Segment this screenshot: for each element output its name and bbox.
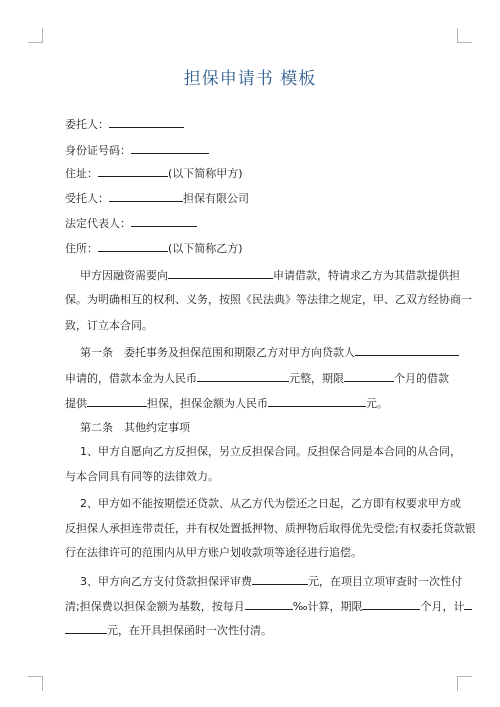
address1-label: 住址：: [65, 167, 98, 180]
crop-mark-top-left: [28, 28, 43, 43]
term-months-blank[interactable]: [344, 370, 394, 382]
a2-title-text: 第二条 其他约定事项: [80, 421, 190, 434]
paragraph-1-line-3: 致，订立本合同。: [65, 319, 153, 332]
crop-mark-bottom-right: [457, 676, 472, 691]
guarantee-amount-blank[interactable]: [268, 395, 366, 407]
article-2-item-2-line-2: 反担保人承担连带责任，并有权处置抵押物、质押物后取得优先受偿;有权委托贷款银: [65, 522, 476, 535]
principal-blank[interactable]: [197, 370, 289, 382]
a2-p3-l2-text-a: 清;担保费以担保金额为基数，按每月: [65, 600, 245, 613]
a1-text-a: 第一条 委托事务及担保范围和期限乙方对甲方向贷款人: [80, 346, 355, 359]
fee-total-blank-start[interactable]: [464, 598, 472, 610]
address2-label: 住所：: [65, 242, 98, 255]
address1-note: (以下简称甲方): [168, 167, 243, 180]
a1-l3-text-c: 元。: [366, 397, 388, 410]
client-blank[interactable]: [109, 116, 184, 128]
a2-p1-l1-text: 1、甲方自愿向乙方反担保，另立反担保合同。反担保合同是本合同的从合同，: [80, 445, 461, 458]
address1-blank[interactable]: [98, 165, 168, 177]
monthly-rate-blank[interactable]: [245, 598, 293, 610]
article-1-line-2: [65, 370, 449, 386]
p1-text-a: 甲方因融资需要向: [80, 269, 168, 282]
lender-name-blank[interactable]: [355, 344, 459, 356]
id-number-field: [65, 142, 209, 158]
address1-field: [65, 165, 243, 181]
article-2-item-3-line-2: [65, 598, 465, 614]
address2-field: [65, 240, 243, 256]
legal-rep-blank[interactable]: [131, 215, 197, 227]
a1-l2-text-c: 个月的借款: [394, 372, 449, 385]
address2-note: (以下简称乙方): [168, 242, 243, 255]
article-1-line-1: [65, 344, 435, 360]
fee-months-blank[interactable]: [362, 598, 420, 610]
lender-blank[interactable]: [168, 267, 273, 279]
a2-p3-l1-text-b: 元，在项目立项审查时一次性付: [308, 575, 462, 588]
article-2-item-1-line-2: 与本合同具有同等的法律效力。: [65, 470, 219, 483]
a2-p3-l2-text-c: 个月，计: [420, 600, 465, 613]
legal-rep-field: [65, 215, 197, 231]
trustee-suffix: 担保有限公司: [183, 192, 249, 205]
id-number-label: 身份证号码：: [65, 144, 131, 157]
client-label: 委托人：: [65, 118, 109, 131]
id-number-blank[interactable]: [131, 142, 209, 154]
article-1-line-3: [65, 395, 435, 411]
crop-mark-top-right: [457, 28, 472, 43]
trustee-field: [65, 190, 249, 206]
article-2-item-1-line-1: [65, 445, 461, 459]
guarantee-type-blank[interactable]: [87, 395, 147, 407]
article-2-item-2-line-3: 行在法律许可的范围内从甲方账户划收款项等途径进行追偿。: [65, 546, 362, 559]
trustee-label: 受托人：: [65, 192, 109, 205]
crop-mark-bottom-left: [28, 676, 43, 691]
article-2-item-2-line-1: [65, 497, 461, 511]
a2-p3-l3-text: 元，在开具担保函时一次性付清。: [107, 624, 272, 637]
a2-p2-l1-text: 2、甲方如不能按期偿还贷款、从乙方代为偿还之日起，乙方即有权要求甲方或: [80, 497, 461, 510]
paragraph-1-line-2: 保。为明确相互的权利、义务，按照《民法典》等法律之规定，甲、乙双方经协商一: [65, 293, 472, 306]
review-fee-blank[interactable]: [252, 573, 308, 585]
a2-p3-l1-text-a: 3、甲方向乙方支付贷款担保评审费: [80, 575, 252, 588]
article-2-title: [65, 421, 435, 435]
a2-p3-l2-text-b: ‰计算，期限: [292, 600, 363, 613]
document-title: 担保申请书 模板: [183, 69, 317, 89]
p1-text-b: 申请借款，特请求乙方为其借款提供担: [273, 269, 460, 282]
a1-l2-text-a: 申请的，借款本金为人民币: [65, 372, 197, 385]
paragraph-1-line-1: [65, 267, 460, 283]
article-2-item-3-line-3: [65, 622, 435, 638]
a1-l2-text-b: 元整，期限: [289, 372, 344, 385]
a1-l3-text-a: 提供: [65, 397, 87, 410]
client-field: [65, 116, 184, 132]
article-2-item-3-line-1: [65, 573, 462, 589]
legal-rep-label: 法定代表人：: [65, 217, 131, 230]
fee-total-blank[interactable]: [65, 622, 107, 634]
a1-l3-text-b: 担保，担保金额为人民币: [147, 397, 268, 410]
trustee-blank[interactable]: [109, 190, 183, 202]
address2-blank[interactable]: [98, 240, 168, 252]
